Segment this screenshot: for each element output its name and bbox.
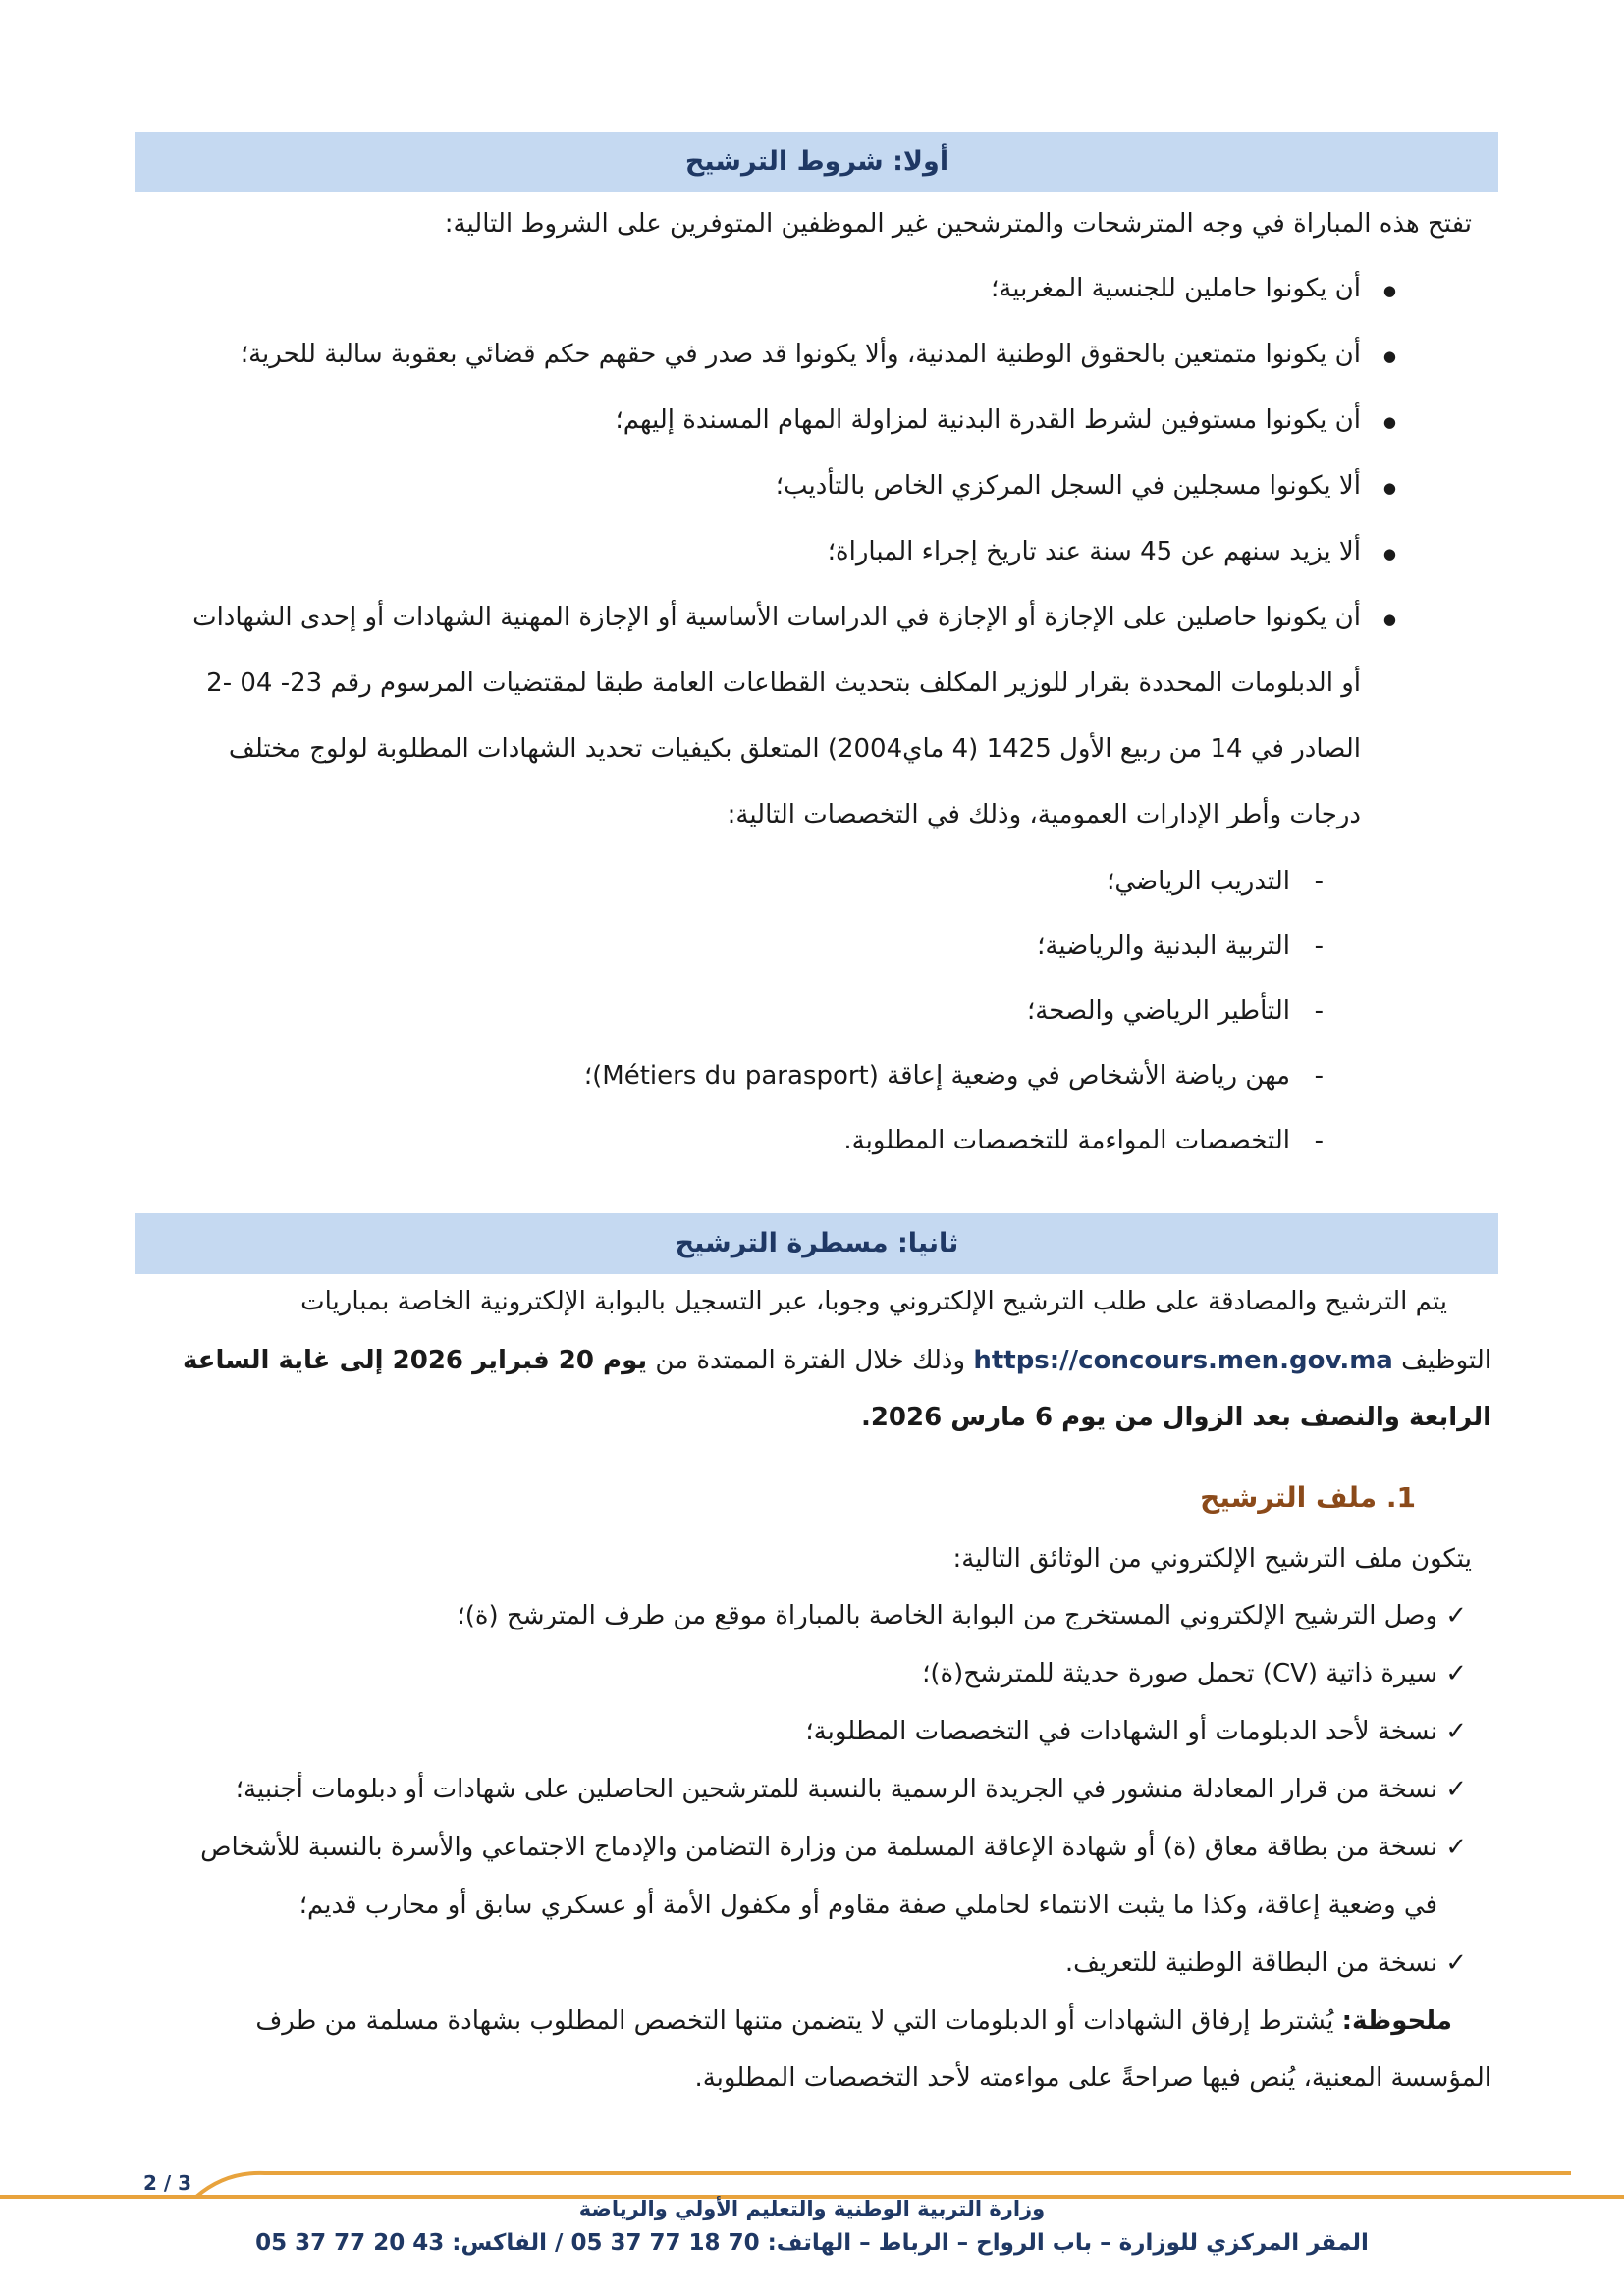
document-item: ✓ نسخة لأحد الدبلومات أو الشهادات في التخصصات المطلوبة؛	[102, 1714, 1437, 1749]
condition-bullet: ● ألا يزيد سنهم عن 45 سنة عند تاريخ إجراء المباراة؛	[26, 534, 1361, 569]
degree-condition-line: درجات وأطر الإدارات العمومية، وذلك في التخصصات التالية:	[727, 800, 1361, 829]
document-item-continued: في وضعية إعاقة، وكذا ما يثبت الانتماء لحاملي صفة مقاوم أو مكفول الأمة أو عسكري سابق أو محارب قديم؛	[298, 1891, 1437, 1920]
procedure-paragraph: يتم الترشيح والمصادقة على طلب الترشيح الإلكتروني وجوبا، عبر التسجيل بالبوابة الإلكترونية الخاصة بمباريات	[300, 1287, 1447, 1316]
section-title-procedure: ثانيا: مسطرة الترشيح	[135, 1213, 1498, 1274]
condition-bullet: ● ألا يكونوا مسجلين في السجل المركزي الخاص بالتأديب؛	[26, 468, 1361, 504]
note-text: يُشترط إرفاق الشهادات أو الدبلومات التي لا يتضمن متنها التخصص المطلوب بشهادة مسلمة من طرف	[255, 2006, 1334, 2036]
portal-link[interactable]: https://concours.men.gov.ma	[973, 1346, 1393, 1375]
specialty-item: - التأطير الرياضي والصحة؛	[0, 993, 1290, 1029]
conditions-intro: تفتح هذه المباراة في وجه المترشحات والمترشحين غير الموظفين المتوفرين على الشروط التالية:	[444, 209, 1472, 239]
condition-bullet: ● أن يكونوا حاملين للجنسية المغربية؛	[26, 271, 1361, 306]
condition-bullet: ● أن يكونوا متمتعين بالحقوق الوطنية المدنية، وألا يكونوا قد صدر في حقهم حكم قضائي بعقوبة سالبة للحرية؛	[26, 337, 1361, 372]
specialty-item: - مهن رياضة الأشخاص في وضعية إعاقة (Métiers du parasport)؛	[0, 1058, 1290, 1094]
note-line-2: المؤسسة المعنية، يُنص فيها صراحةً على مواءمته لأحد التخصصات المطلوبة.	[694, 2063, 1491, 2093]
procedure-date-start: يوم 20 فبراير 2026 إلى غاية الساعة	[183, 1346, 648, 1375]
note-line	[117, 2003, 1452, 2039]
condition-bullet: ● أن يكونوا مستوفين لشرط القدرة البدنية لمزاولة المهام المسندة إليهم؛	[26, 402, 1361, 438]
specialty-item: - التخصصات المواءمة للتخصصات المطلوبة.	[0, 1123, 1290, 1158]
document-item: ✓ سيرة ذاتية (CV) تحمل صورة حديثة للمترشح(ة)؛	[102, 1656, 1437, 1691]
procedure-date-end: الرابعة والنصف بعد الزوال من يوم 6 مارس 2026.	[860, 1403, 1491, 1432]
procedure-text: التوظيف	[1401, 1346, 1491, 1375]
footer-ministry: وزارة التربية الوطنية والتعليم الأولي والرياضة	[578, 2197, 1046, 2220]
document-item: ✓ نسخة من قرار المعادلة منشور في الجريدة الرسمية بالنسبة للمترشحين الحاصلين على شهادات أو دبلومات أجنبية؛	[102, 1772, 1437, 1807]
specialty-item: - التدريب الرياضي؛	[0, 864, 1290, 899]
document-item: ✓ نسخة من البطاقة الوطنية للتعريف.	[102, 1946, 1437, 1981]
degree-condition-line: ● أن يكونوا حاصلين على الإجازة أو الإجازة في الدراسات الأساسية أو الإجازة المهنية الشهادات أو إحدى الشهادات	[26, 600, 1361, 635]
file-intro: يتكون ملف الترشيح الإلكتروني من الوثائق التالية:	[952, 1544, 1472, 1574]
subheading-application-file: 1. ملف الترشيح	[1200, 1481, 1416, 1514]
degree-condition-line: أو الدبلومات المحددة بقرار للوزير المكلف بتحديث القطاعات العامة طبقا لمقتضيات المرسوم رقم 23- 04 -2	[206, 668, 1361, 698]
degree-condition-line: الصادر في 14 من ربيع الأول 1425 (4 ماي2004) المتعلق بكيفيات تحديد الشهادات المطلوبة لولوج مختلف	[228, 734, 1361, 764]
note-label: ملحوظة:	[1341, 2006, 1452, 2036]
procedure-paragraph-line2	[156, 1343, 1491, 1378]
procedure-text: وذلك خلال الفترة الممتدة من	[655, 1346, 966, 1375]
specialty-item: - التربية البدنية والرياضية؛	[0, 929, 1290, 964]
document-item: ✓ وصل الترشيح الإلكتروني المستخرج من البوابة الخاصة بالمباراة موقع من طرف المترشح (ة)؛	[102, 1598, 1437, 1633]
page-number: 2 / 3	[143, 2171, 192, 2195]
document-item: ✓ نسخة من بطاقة معاق (ة) أو شهادة الإعاقة المسلمة من وزارة التضامن والإدماج الاجتماعي والأسرة بالنسبة للأشخاص	[102, 1830, 1437, 1865]
footer-address: المقر المركزي للوزارة – باب الرواح – الرباط – الهاتف: 70 18 77 37 05 / الفاكس: 43 20 77 37 05	[255, 2230, 1369, 2256]
section-title-conditions: أولا: شروط الترشيح	[135, 132, 1498, 192]
